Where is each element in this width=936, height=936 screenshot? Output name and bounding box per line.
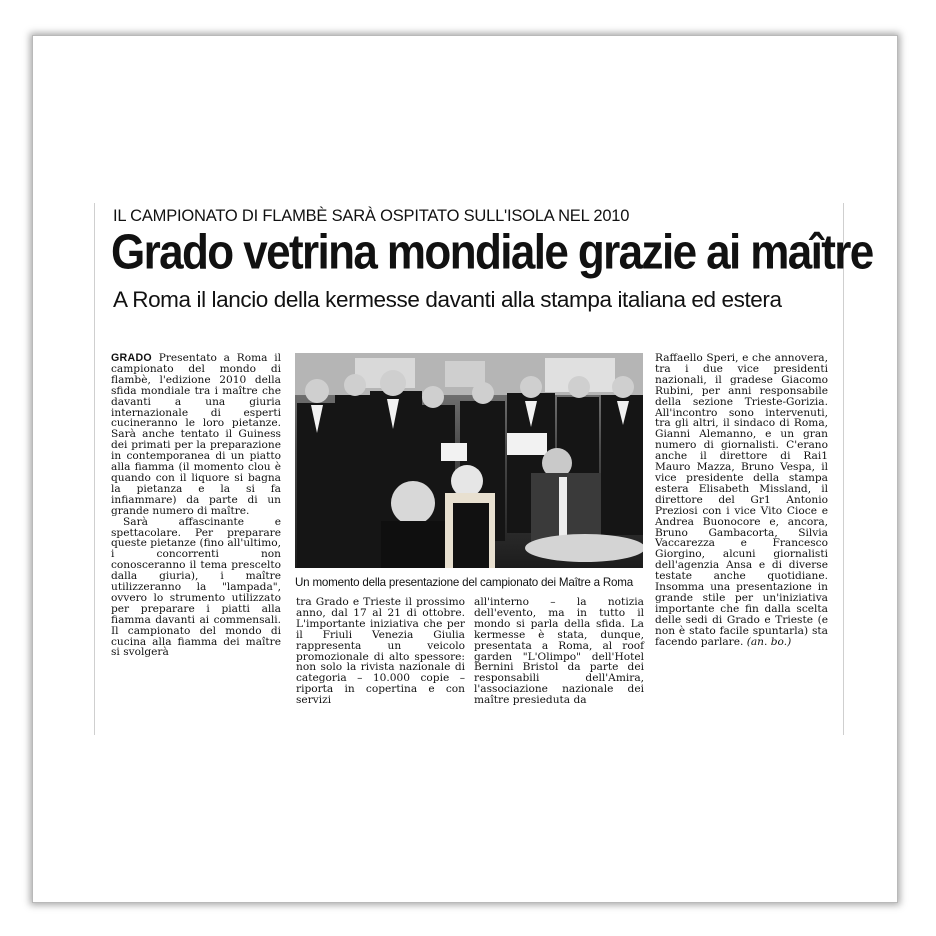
photo-image — [295, 353, 643, 568]
subheadline: A Roma il lancio della kermesse davanti alla stampa italiana ed estera — [113, 287, 782, 312]
photo-caption: Un momento della presentazione del campionato dei Maître a Roma — [295, 576, 633, 589]
column-1-paragraph-1: Presentato a Roma il campionato del mondo di flambè, l'edizione 2010 della sfida mondiale tra i maître che davanti a una giuria internazionale di esperti cucineranno le loro pietanze. Sarà anche tentato il Guiness dei primati per la preparazione in contemporanea di un piatto alla fiamma (il momento clou è quando con il liquore si bagna la pietanza e la si fa infiammare) da parte di un grande numero di maître. — [111, 352, 281, 517]
column-1-paragraph-2: Sarà affascinante e spettacolare. Per preparare queste pietanze (fino all'ultimo, i concorrenti non conosceranno il tema prescelto dalla giuria), i maître utilizzeranno la "lampada", ovvero lo strumento utilizzato per preparare i piatti alla fiamma davanti ai commensali. Il campionato del mondo di cucina alla fiamma dei maître si svolgerà — [111, 515, 281, 659]
kicker: IL CAMPIONATO DI FLAMBÈ SARÀ OSPITATO SULL'ISOLA NEL 2010 — [113, 207, 630, 225]
dateline: GRADO — [111, 352, 152, 364]
article-column-4 — [655, 353, 828, 647]
article-column-1 — [111, 353, 281, 658]
article-column-3: all'interno – la notizia dell'evento, ma in tutto il mondo si parla della sfida. La kermesse è stata, dunque, presentata a Roma, al roof garden "L'Olimpo" dell'Hotel Bernini Bristol da parte dei responsabili dell'Amira, l'associazione nazionale dei maître presieduta da — [474, 596, 644, 707]
news-photo — [295, 353, 643, 568]
article-column-2: tra Grado e Trieste il prossimo anno, dal 17 al 21 di ottobre. L'importante iniziativa che per il Friuli Venezia Giulia rappresenta un veicolo promozionale di alto spessore: non solo la rivista nazionale di categoria – 10.000 copie – riporta in copertina e con servizi — [296, 596, 465, 707]
author-signature: (an. bo.) — [746, 635, 792, 648]
headline: Grado vetrina mondiale grazie ai maître — [111, 225, 873, 280]
newspaper-clipping — [94, 203, 873, 735]
column-4-text: Raffaello Speri, e che annovera, tra i due vice presidenti nazionali, il gradese Giacomo Rubini, per anni responsabile della sezione Trieste-Gorizia. All'incontro sono intervenuti, tra gli altri, il sindaco di Roma, Gianni Alemanno, e un gran numero di giornalisti. C'erano anche il direttore di Rai1 Mauro Mazza, Bruno Vespa, il vice presidente della stampa estera Elisabeth Missland, il direttore del Gr1 Antonio Preziosi con i vice Vito Cioce e Andrea Buonocore e, ancora, Bruno Gambacorta, Silvia Vaccarezza e Francesco Giorgino, alcuni giornalisti dell'agenzia Ansa e di diverse testate anche quotidiane. Insomma una presentazione in grande stile per un'iniziativa importante che fin dalla scelta delle sedi di Grado e Trieste (e non è stato facile spuntarla) sta facendo parlare. — [655, 352, 828, 648]
